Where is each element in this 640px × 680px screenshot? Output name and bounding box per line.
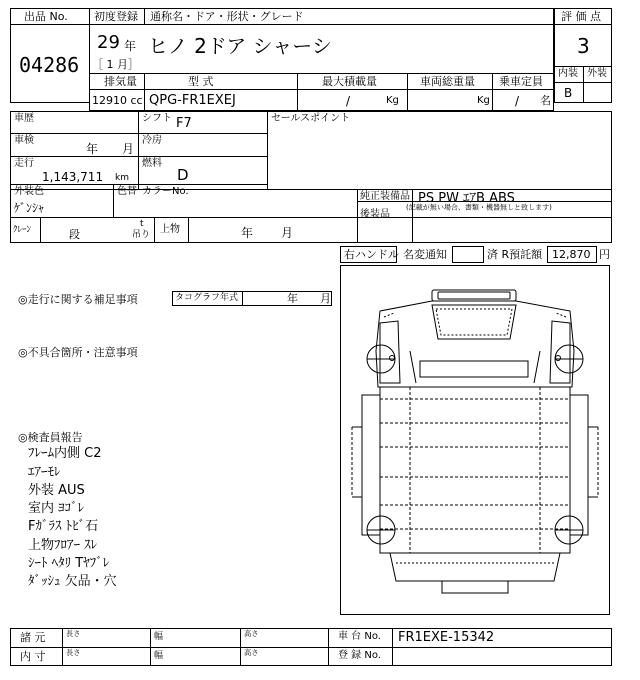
defects-label: ◎不具合箇所・注意事項 [18,346,138,359]
grade-value: 3 [577,34,590,58]
inspector-note: 室内 ﾖｺﾞﾚ [28,501,85,516]
aftermarket-label: 後装品 [360,209,390,220]
max-load-unit: Kg [386,95,399,106]
model-label: 型 式 [188,75,214,88]
fuel-value: D [177,166,189,184]
cargo-bed [380,387,570,553]
body-month-unit: 月 [281,226,294,240]
height-label: 高さ [244,649,259,658]
capacity-unit: 名 [540,94,551,107]
chassis-value: FR1EXE-15342 [398,630,495,645]
diagram-frame [341,266,610,615]
displacement: 12910 cc [92,94,143,107]
lot-label: 出品 No. [24,10,68,23]
fuel-label: 燃料 [142,158,162,169]
tachograph-year-unit: 年 [287,292,298,305]
aftermarket-note: (記載が無い場合、書類・機器無しと致します) [406,204,552,213]
length-label: 長さ [66,630,81,639]
capacity-slash: / [515,94,520,108]
truck-diagram [340,265,610,615]
max-load-label: 最大積載量 [322,75,377,88]
factory-equipment-value: PS PW ｴｱB ABS [418,191,515,206]
mileage-unit: km [115,173,129,183]
recycle-label: 済 R預託額 [487,248,543,261]
inspector-note: 外装 AUS [28,483,85,498]
windshield [432,305,516,339]
body-year-unit: 年 [241,226,254,240]
max-load-slash: / [346,94,351,108]
exterior-color-value: ｹﾞﾝｼｬ [14,201,45,215]
inspection-label: 車検 [14,135,34,146]
tachograph-label: タコグラフ年式 [175,293,239,303]
width-label: 幅 [154,632,164,642]
driving-note-label: ◎走行に関する補足事項 [18,293,138,306]
mileage-label: 走行 [14,158,34,169]
yen-unit: 円 [599,248,610,261]
interior-grade: B [564,86,573,100]
inspector-note: ﾀﾞｯｼｭ 欠品・穴 [28,574,117,589]
gross-weight-unit: Kg [477,95,490,106]
chassis-label: 車 台 No. [338,631,381,642]
inspector-note: ｼｰﾄ ﾍﾀﾘ Tﾔﾌﾞﾚ [28,556,110,571]
shift-label: シフト [142,113,172,124]
tachograph-month-unit: 月 [320,292,331,305]
exterior-color-label: 外装色 [14,186,44,197]
capacity-label: 乗車定員 [499,75,543,88]
color-code-label: カラーNo. [142,186,189,197]
registration-label: 登 録 No. [338,650,381,661]
factory-equipment-label: 純正装備品 [360,191,410,202]
displacement-label: 排気量 [104,75,137,88]
left-mirror [390,356,395,361]
interior-label: 内装 [558,68,578,79]
gross-weight-label: 車両総重量 [420,75,475,88]
vehicle-name: ヒノ 2ドア シャーシ [148,34,332,58]
right-mirror [556,356,561,361]
history-label: 車歴 [14,113,34,124]
model-code: QPG-FR1EXEJ [149,93,236,108]
cab-outline [376,301,574,387]
inspection-month-unit: 月 [122,142,135,156]
sales-points-label: セールスポイント [271,113,351,124]
inner-dimensions-label: 内 寸 [20,650,46,663]
name-header: 通称名・ドア・形状・グレード [150,10,304,23]
inspector-note: 上物ﾌﾛｱｰ ｽﾚ [28,538,98,553]
crane-stage-unit: 段 [69,228,80,241]
inspector-note: ｴｱｰﾓﾚ [28,465,61,480]
crane-ton-unit: t [140,219,144,229]
height-label: 高さ [244,630,259,639]
recycle-amount: 12,870 [552,248,591,261]
width-label: 幅 [154,651,164,661]
exterior-label: 外装 [587,68,607,79]
dimensions-label: 諸 元 [20,631,46,644]
crane-hang-unit: 吊り [132,230,151,240]
ac-label: 冷房 [142,135,162,146]
grade-label: 評 価 点 [561,10,601,23]
inspector-label: ◎検査員報告 [18,431,83,444]
lot-number: 04286 [19,53,80,77]
first-reg-label: 初度登録 [94,10,138,23]
name-change-box [452,246,484,263]
first-reg-month: ［ 1 月］ [92,58,139,71]
color-no-label: 色替 [117,186,137,197]
shift-value: F7 [176,116,192,131]
crane-label: ｸﾚｰﾝ [13,225,32,235]
tailgate [390,553,560,581]
first-reg-year: 29 [97,32,120,53]
inspection-year-unit: 年 [86,142,99,156]
inspector-note: ﾌﾚｰﾑ内側 C2 [28,446,102,461]
mileage-value: 1,143,711 [42,170,104,184]
inspector-note: Fｶﾞﾗｽ ﾄﾋﾞ石 [28,519,99,534]
name-change-label: 名変通知 [403,248,447,261]
body-label: 上物 [160,224,180,235]
rhd-label: 右ハンドル [344,248,399,261]
length-label: 長さ [66,649,81,658]
year-unit: 年 [124,39,137,53]
